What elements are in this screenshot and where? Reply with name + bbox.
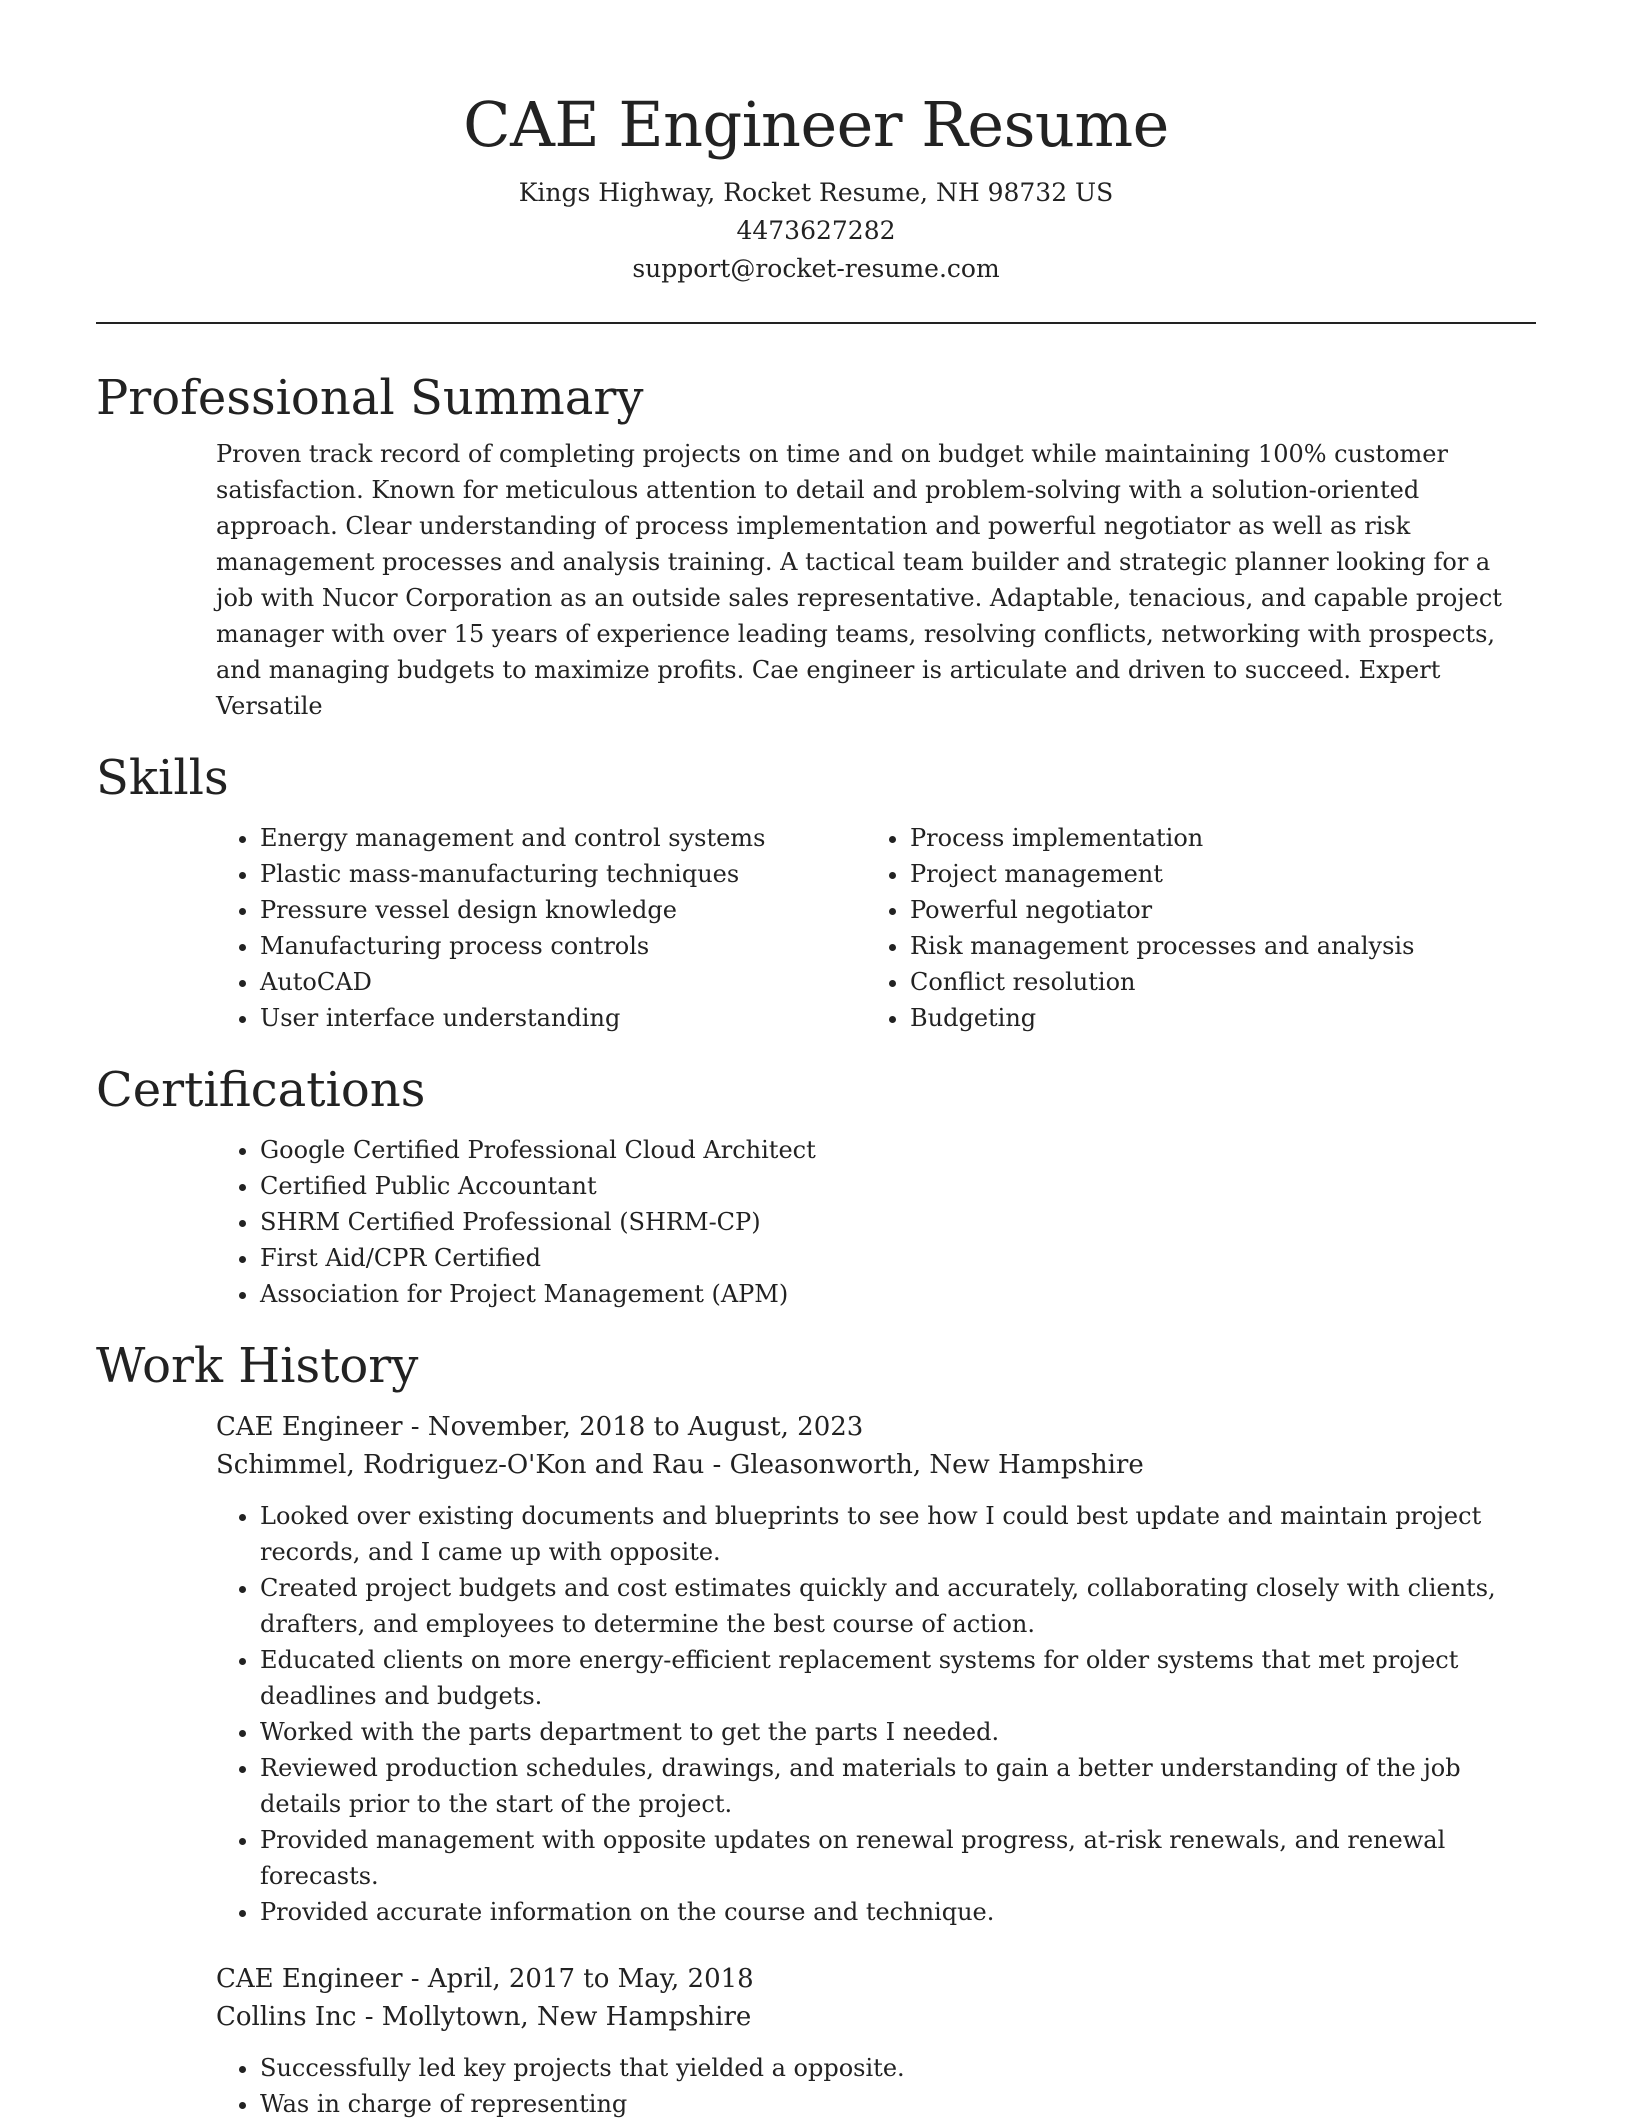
- skill-item: • Project management: [910, 856, 1516, 892]
- certification-item: • SHRM Certified Professional (SHRM-CP): [260, 1204, 1536, 1240]
- job-role: CAE Engineer - November, 2018 to August, 2023: [216, 1412, 864, 1442]
- certifications-list: [216, 1132, 1536, 1312]
- contact-email: support@rocket-resume.com: [632, 254, 1000, 283]
- contact-phone: 4473627282: [736, 216, 896, 245]
- skills-column-right: [866, 820, 1516, 1036]
- job-company: Schimmel, Rodriguez-O'Kon and Rau - Gleasonworth, New Hampshire: [216, 1450, 1144, 1480]
- section-title-certifications: Certifications: [96, 1062, 426, 1118]
- skill-item: • Risk management processes and analysis: [910, 928, 1516, 964]
- certification-item: • Certified Public Accountant: [260, 1168, 1536, 1204]
- job-duty-item: • Successfully led key projects that yielded a opposite.: [260, 2050, 1536, 2086]
- job-duty-item: • Was in charge of representing: [260, 2086, 1536, 2122]
- section-title-skills: Skills: [96, 750, 229, 806]
- job-duty-item: • Looked over existing documents and blueprints to see how I could best update and maintain project records, and I came up with opposite.: [260, 1498, 1536, 1570]
- skill-item: • AutoCAD: [260, 964, 866, 1000]
- job-duty-item: • Provided management with opposite updates on renewal progress, at-risk renewals, and renewal forecasts.: [260, 1822, 1536, 1894]
- certification-item: • Association for Project Management (APM): [260, 1276, 1536, 1312]
- section-title-summary: Professional Summary: [96, 370, 644, 426]
- job-duty-item: • Educated clients on more energy-efficient replacement systems for older systems that met project deadlines and budgets.: [260, 1642, 1536, 1714]
- skill-item: • Manufacturing process controls: [260, 928, 866, 964]
- contact-block: [96, 174, 1536, 288]
- summary-text: Proven track record of completing projects on time and on budget while maintaining 100% customer satisfaction. Known for meticulous attention to detail and problem-solving with a solution-oriented approach. Clear understanding of process implementation and powerful negotiator as well as risk management processes and analysis training. A tactical team builder and strategic planner looking for a job with Nucor Corporation as an outside sales representative. Adaptable, tenacious, and capable project manager with over 15 years of experience leading teams, resolving conflicts, networking with prospects, and managing budgets to maximize profits. Cae engineer is articulate and driven to succeed. Expert Versatile: [216, 440, 1502, 720]
- skill-item: • User interface understanding: [260, 1000, 866, 1036]
- skills-column-left: [216, 820, 866, 1036]
- skill-item: • Conflict resolution: [910, 964, 1516, 1000]
- certification-item: • First Aid/CPR Certified: [260, 1240, 1536, 1276]
- job-duty-item: • Reviewed production schedules, drawings, and materials to gain a better understanding of the job details prior to the start of the project.: [260, 1750, 1536, 1822]
- job-duty-item: • Created project budgets and cost estimates quickly and accurately, collaborating closely with clients, drafters, and employees to determine the best course of action.: [260, 1570, 1536, 1642]
- job-duty-item: • Worked with the parts department to get the parts I needed.: [260, 1714, 1536, 1750]
- skill-item: • Pressure vessel design knowledge: [260, 892, 866, 928]
- job-duties: [216, 2050, 1536, 2122]
- skill-item: • Energy management and control systems: [260, 820, 866, 856]
- certification-item: • Google Certified Professional Cloud Architect: [260, 1132, 1536, 1168]
- resume-title: CAE Engineer Resume: [463, 88, 1169, 161]
- skill-item: • Plastic mass-manufacturing techniques: [260, 856, 866, 892]
- skill-item: • Process implementation: [910, 820, 1516, 856]
- job-duty-item: • Provided accurate information on the course and technique.: [260, 1894, 1536, 1930]
- job-entry: [96, 1960, 1536, 2122]
- skill-item: • Budgeting: [910, 1000, 1516, 1036]
- job-duties: [216, 1498, 1536, 1930]
- section-title-work-history: Work History: [96, 1338, 419, 1394]
- skills-list: [216, 820, 1536, 1036]
- contact-address: Kings Highway, Rocket Resume, NH 98732 US: [518, 178, 1114, 207]
- skill-item: • Powerful negotiator: [910, 892, 1516, 928]
- resume-page: [96, 0, 1536, 2122]
- job-role: CAE Engineer - April, 2017 to May, 2018: [216, 1964, 754, 1994]
- job-company: Collins Inc - Mollytown, New Hampshire: [216, 2002, 752, 2032]
- job-entry: [96, 1408, 1536, 1930]
- header-divider: [96, 322, 1536, 324]
